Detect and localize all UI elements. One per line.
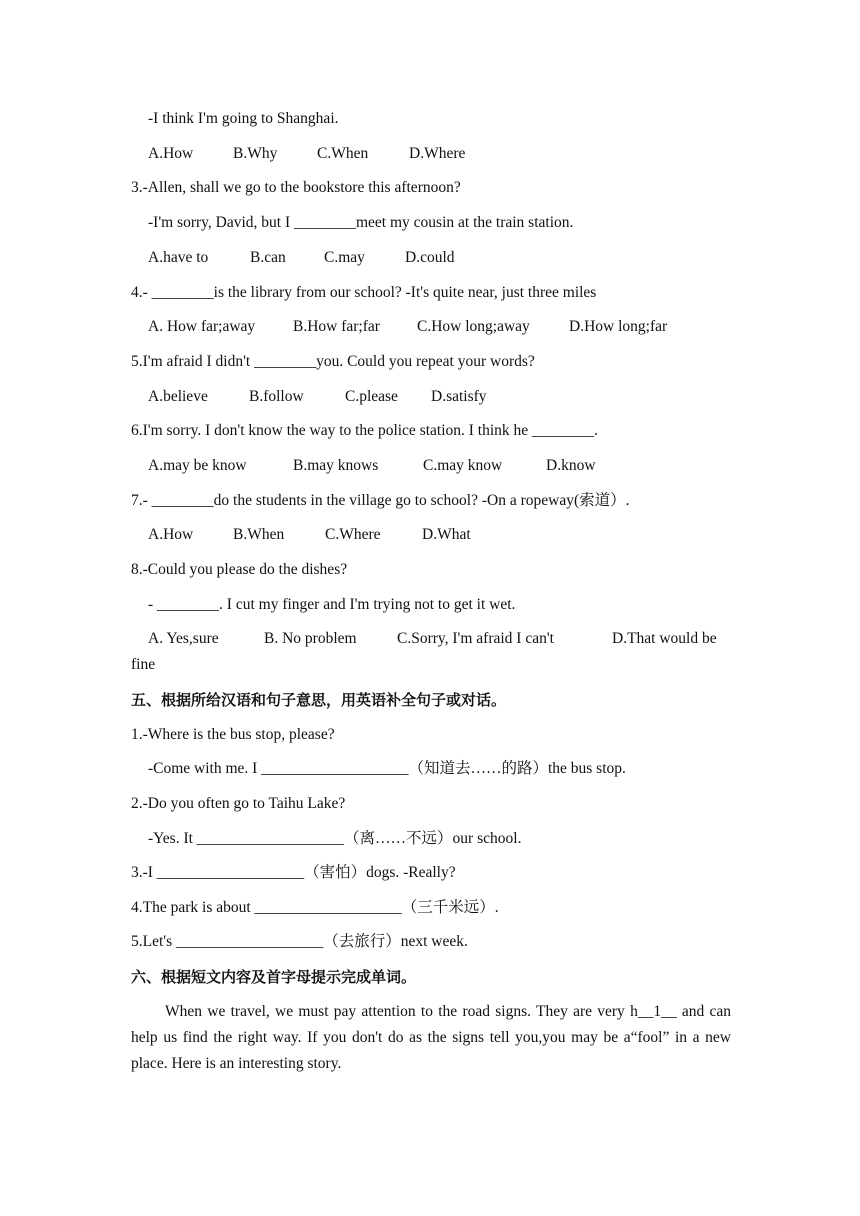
q2-option-a: A.How xyxy=(148,145,194,162)
s5-item-1-question: 1.-Where is the bus stop, please? xyxy=(131,726,335,743)
q3-option-a: A.have to xyxy=(148,249,209,266)
q8-option-a: A. Yes,sure xyxy=(148,630,219,647)
q7-option-c: C.Where xyxy=(325,526,381,543)
q6-option-a: A.may be know xyxy=(148,457,247,474)
q7-option-b: B.When xyxy=(233,526,285,543)
q6-options xyxy=(148,456,596,476)
q8-answer: - ________. I cut my finger and I'm trying not to get it wet. xyxy=(148,596,516,613)
q4-options xyxy=(148,317,667,337)
q4-option-c: C.How long;away xyxy=(417,318,530,335)
passage-text: When we travel, we must pay attention to the road signs. They are very h__1__ and can help us find the right way. If you don't do as the signs tell you,you may be a“fool” in a new place. Here is an interesting story. xyxy=(131,1003,731,1072)
q8-option-d-wrap: fine xyxy=(131,656,156,673)
q5-question: 5.I'm afraid I didn't ________you. Could you repeat your words? xyxy=(131,353,535,370)
q2-option-d: D.Where xyxy=(409,145,466,162)
q5-option-b: B.follow xyxy=(249,388,304,405)
section6-heading: 六、根据短文内容及首字母提示完成单词。 xyxy=(131,968,417,986)
q2-answer: -I think I'm going to Shanghai. xyxy=(148,110,339,127)
q8-option-b: B. No problem xyxy=(264,630,357,647)
s5-item-5: 5.Let's ___________________（去旅行）next week. xyxy=(131,933,468,950)
q5-option-a: A.believe xyxy=(148,388,208,405)
q8-options xyxy=(148,629,717,649)
q2-options xyxy=(148,144,465,164)
s5-item-4: 4.The park is about ___________________（三千米远）. xyxy=(131,899,499,916)
q6-question: 6.I'm sorry. I don't know the way to the police station. I think he ________. xyxy=(131,422,598,439)
q6-option-b: B.may knows xyxy=(293,457,379,474)
q2-option-c: C.When xyxy=(317,145,369,162)
s5-item-2-answer: -Yes. It ___________________（离……不远）our school. xyxy=(148,830,522,847)
q3-question: 3.-Allen, shall we go to the bookstore this afternoon? xyxy=(131,179,461,196)
q3-answer: -I'm sorry, David, but I ________meet my cousin at the train station. xyxy=(148,214,574,231)
q2-option-b: B.Why xyxy=(233,145,278,162)
q7-options xyxy=(148,525,471,545)
q4-option-a: A. How far;away xyxy=(148,318,256,335)
section5-heading: 五、根据所给汉语和句子意思，用英语补全句子或对话。 xyxy=(131,691,507,709)
q3-options xyxy=(148,248,455,268)
s5-item-3: 3.-I ___________________（害怕）dogs. -Really? xyxy=(131,864,456,881)
q6-option-c: C.may know xyxy=(423,457,503,474)
q7-question: 7.- ________do the students in the village go to school? -On a ropeway(索道）. xyxy=(131,492,630,509)
s5-item-2-question: 2.-Do you often go to Taihu Lake? xyxy=(131,795,346,812)
q3-option-b: B.can xyxy=(250,249,286,266)
q4-option-b: B.How far;far xyxy=(293,318,380,335)
q4-question: 4.- ________is the library from our school? -It's quite near, just three miles xyxy=(131,284,597,301)
q8-question: 8.-Could you please do the dishes? xyxy=(131,561,348,578)
section6-passage xyxy=(131,999,731,1077)
q7-option-d: D.What xyxy=(422,526,471,543)
q5-option-c: C.please xyxy=(345,388,398,405)
q3-option-c: C.may xyxy=(324,249,365,266)
q4-option-d: D.How long;far xyxy=(569,318,668,335)
q6-option-d: D.know xyxy=(546,457,596,474)
q3-option-d: D.could xyxy=(405,249,455,266)
q8-option-c: C.Sorry, I'm afraid I can't xyxy=(397,630,554,647)
q5-option-d: D.satisfy xyxy=(431,388,487,405)
s5-item-1-answer: -Come with me. I ___________________（知道去……的路）the bus stop. xyxy=(148,760,626,777)
q5-options xyxy=(148,387,487,407)
q7-option-a: A.How xyxy=(148,526,194,543)
q8-option-d: D.That would be xyxy=(612,630,717,647)
